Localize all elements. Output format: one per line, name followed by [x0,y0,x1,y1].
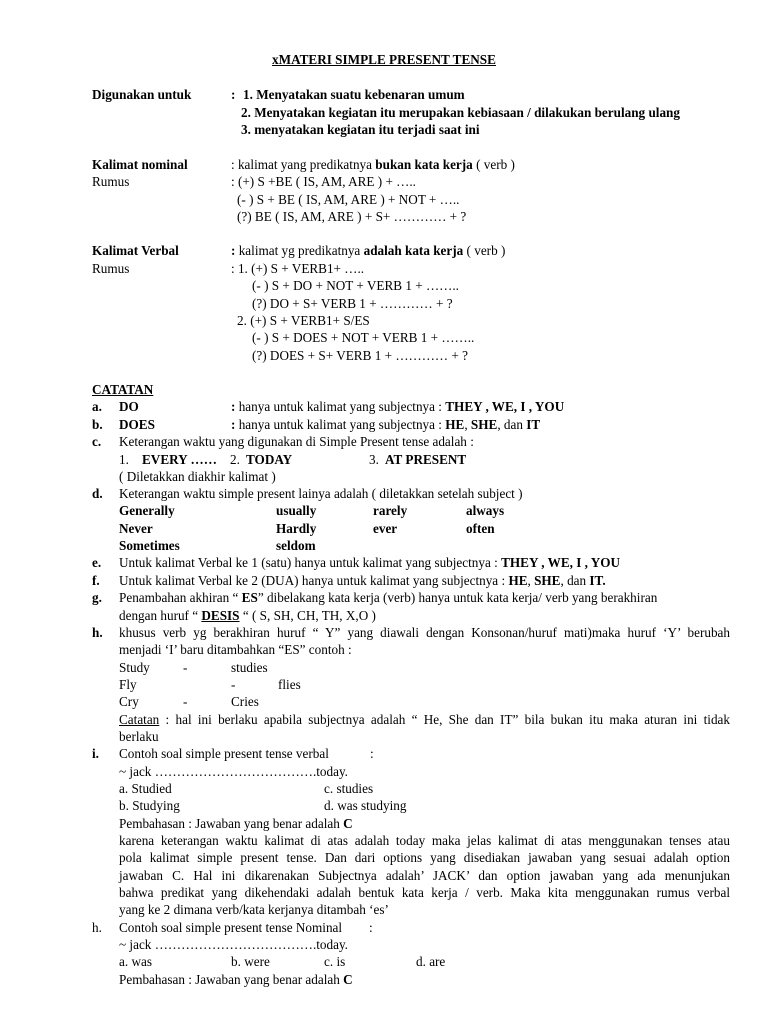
item-c-option-2: TODAY [246,452,293,467]
item-i-answer-key: C [343,816,353,831]
item-i-option-b: b. Studying [119,798,180,813]
item-b-text [231,416,540,433]
verbal-formula-2-positive: 2. (+) S + VERB1+ S/ES [237,313,370,328]
item-a-body: hanya untuk kalimat yang subjectnya : [235,399,446,414]
item-h2-text: Contoh soal simple present tense Nominal [119,920,343,935]
example-es-verb: studies [231,660,268,675]
item-i-question: ~ jack ……………………………….today. [119,764,348,779]
verbal-def-colon: : [231,243,236,258]
nominal-label: Kalimat nominal [92,157,188,172]
example-base-verb: Study [119,660,150,675]
item-b-sep-2: , dan [497,417,527,432]
item-i-answer [119,815,353,832]
item-e-body: Untuk kalimat Verbal ke 1 (satu) hanya untuk kalimat yang subjectnya : [119,555,502,570]
item-h2-option-b: b. were [231,954,270,969]
adverb-word: rarely [373,503,408,518]
usage-colon: : [231,87,236,102]
item-g-line-2 [119,607,376,624]
nominal-rumus-label: Rumus [92,174,130,189]
example-dash: - [183,694,188,709]
item-i-explanation-line: pola kalimat simple present tense. Dan dari options yang disediakan jawaban yang sesuai adalah option [119,850,730,865]
usage-item-2: 2. Menyatakan kegiatan itu merupakan kebiasaan / dilakukan berulang ulang [241,105,680,120]
item-g-l1-suffix: ” dibelakang kata kerja (verb) hanya untuk kata kerja/ verb yang berakhiran [257,590,658,605]
item-c-note: ( Diletakkan diakhir kalimat ) [119,469,276,484]
item-d-text: Keterangan waktu simple present lainya adalah ( diletakkan setelah subject ) [119,486,523,501]
adverb-word: Never [119,521,153,536]
example-dash: - [231,677,236,692]
item-h-note-line-2: berlaku [119,729,159,744]
verbal-formula-1-negative: (- ) S + DO + NOT + VERB 1 + …….. [252,278,459,293]
example-es-verb: flies [278,677,301,692]
nominal-def-text: : kalimat yang predikatnya [231,157,376,172]
item-f-subject-she: SHE [534,573,561,588]
item-i-explanation-line: bahwa predikat yang dikehendaki adalah bentuk kata kerja / verb. Maka kita menggunakan rumus verbal [119,885,730,900]
item-f-subject-it: IT. [589,573,606,588]
verbal-rumus-label: Rumus [92,261,130,276]
item-i-explanation-line: jawaban C. Hal ini dikarenakan Subjectnya adalah’ JACK’ dan option jawaban yang ada menunjukan [119,868,730,883]
item-h2-answer [119,971,353,988]
nominal-def-bold: bukan kata kerja [375,157,473,172]
item-h2-option-d: d. are [416,954,446,969]
item-e-text [119,554,620,571]
item-b-subject-he: HE [445,417,465,432]
item-c-option-3-num: 3. [369,452,379,467]
nominal-definition [231,156,515,173]
nominal-formula-negative: (- ) S + BE ( IS, AM, ARE ) + NOT + ….. [237,192,460,207]
verbal-def-text: kalimat yg predikatnya [235,243,364,258]
item-c-option-1: EVERY …… [142,452,217,467]
item-i-option-a: a. Studied [119,781,172,796]
item-g-desis: DESIS [201,608,240,623]
usage-label: Digunakan untuk [92,87,192,102]
item-f-sep-2: , dan [560,573,590,588]
item-i-option-d: d. was studying [324,798,407,813]
item-a-term: DO [119,399,139,414]
item-a-text [231,398,564,415]
item-c-option-1-num: 1. [119,452,129,467]
usage-item-1: 1. Menyatakan suatu kebenaran umum [243,87,465,102]
item-f-sep-1: , [527,573,535,588]
item-c-text: Keterangan waktu yang digunakan di Simple Present tense adalah : [119,434,474,449]
item-h2-marker: h. [92,920,102,935]
item-c-marker: c. [92,434,102,449]
item-h2-question: ~ jack ……………………………….today. [119,937,348,952]
item-g-line-1 [119,589,657,606]
adverb-word: ever [373,521,398,536]
item-h-line-1: khusus verb yg berakhiran huruf “ Y” yang diawali dengan Konsonan/huruf mati)maka huruf ‘Y’ berubah [119,625,730,640]
item-c-option-3: AT PRESENT [385,452,467,467]
page-title: xMATERI SIMPLE PRESENT TENSE [272,52,496,67]
item-h2-colon: : [369,920,373,935]
item-h-note-text: : hal ini berlaku apabila subjectnya adalah “ He, She dan IT” bila bukan itu maka aturan ini tidak [159,712,730,727]
verbal-label: Kalimat Verbal [92,243,179,258]
item-a-colon: : [231,399,236,414]
item-h-line-2: menjadi ‘I’ baru ditambahkan “ES” contoh : [119,642,352,657]
verbal-formula-1-question: (?) DO + S+ VERB 1 + ………… + ? [252,296,453,311]
nominal-formula-positive: : (+) S +BE ( IS, AM, ARE ) + ….. [231,174,416,189]
item-b-marker: b. [92,417,103,432]
verbal-definition [231,242,505,259]
verbal-formula-2-question: (?) DOES + S+ VERB 1 + ………… + ? [252,348,468,363]
item-a-marker: a. [92,399,102,414]
item-h2-answer-key: C [343,972,353,987]
item-h2-answer-text: Pembahasan : Jawaban yang benar adalah [119,972,344,987]
adverb-word: Hardly [276,521,317,536]
catatan-heading: CATATAN [92,382,154,397]
item-h-note-line-1 [119,711,730,728]
item-g-marker: g. [92,590,102,605]
verbal-def-suffix: ( verb ) [463,243,506,258]
item-h-marker: h. [92,625,103,640]
nominal-formula-question: (?) BE ( IS, AM, ARE ) + S+ ………… + ? [237,209,467,224]
item-i-option-c: c. studies [324,781,374,796]
example-base-verb: Fly [119,677,137,692]
item-h-note-label: Catatan [119,712,160,727]
item-b-subject-she: SHE [470,417,498,432]
example-base-verb: Cry [119,694,139,709]
verbal-formula-2-negative: (- ) S + DOES + NOT + VERB 1 + …….. [252,330,475,345]
item-b-subject-it: IT [526,417,541,432]
example-es-verb: Cries [231,694,259,709]
item-h2-option-c: c. is [324,954,346,969]
nominal-def-suffix: ( verb ) [472,157,515,172]
item-b-body: hanya untuk kalimat yang subjectnya : [235,417,446,432]
verbal-def-bold: adalah kata kerja [363,243,464,258]
verbal-formula-1-positive: : 1. (+) S + VERB1+ ….. [231,261,365,276]
item-f-body: Untuk kalimat Verbal ke 2 (DUA) hanya untuk kalimat yang subjectnya : [119,573,509,588]
item-g-es: ES [241,590,258,605]
adverb-word: usually [276,503,317,518]
item-e-marker: e. [92,555,102,570]
item-g-l2-text: dengan huruf “ [119,608,202,623]
item-i-marker: i. [92,746,99,761]
item-a-subjects: THEY , WE, I , YOU [445,399,565,414]
item-b-term: DOES [119,417,155,432]
item-e-subjects: THEY , WE, I , YOU [501,555,621,570]
example-dash: - [183,660,188,675]
adverb-word: often [466,521,495,536]
item-i-explanation-last: yang ke 2 dimana verb/kata kerjanya ditambah ‘es’ [119,902,389,917]
item-h2-option-a: a. was [119,954,152,969]
item-f-marker: f. [92,573,100,588]
item-i-colon: : [370,746,374,761]
item-b-sep-1: , [464,417,471,432]
item-i-text: Contoh soal simple present tense verbal [119,746,329,761]
item-g-l2-suffix: “ ( S, SH, CH, TH, X,O ) [239,608,376,623]
item-g-l1-text: Penambahan akhiran “ [119,590,242,605]
adverb-word: Sometimes [119,538,180,553]
adverb-word: Generally [119,503,175,518]
item-i-answer-text: Pembahasan : Jawaban yang benar adalah [119,816,344,831]
item-c-option-2-num: 2. [230,452,240,467]
adverb-word: seldom [276,538,316,553]
usage-item-3: 3. menyatakan kegiatan itu terjadi saat ini [241,122,480,137]
adverb-word: always [466,503,505,518]
item-d-marker: d. [92,486,103,501]
item-i-explanation-line: karena keterangan waktu kalimat di atas adalah today maka jelas kalimat di atas menggunakan tenses atau [119,833,730,848]
item-b-colon: : [231,417,236,432]
item-f-subject-he: HE [508,573,528,588]
item-f-text [119,572,606,589]
